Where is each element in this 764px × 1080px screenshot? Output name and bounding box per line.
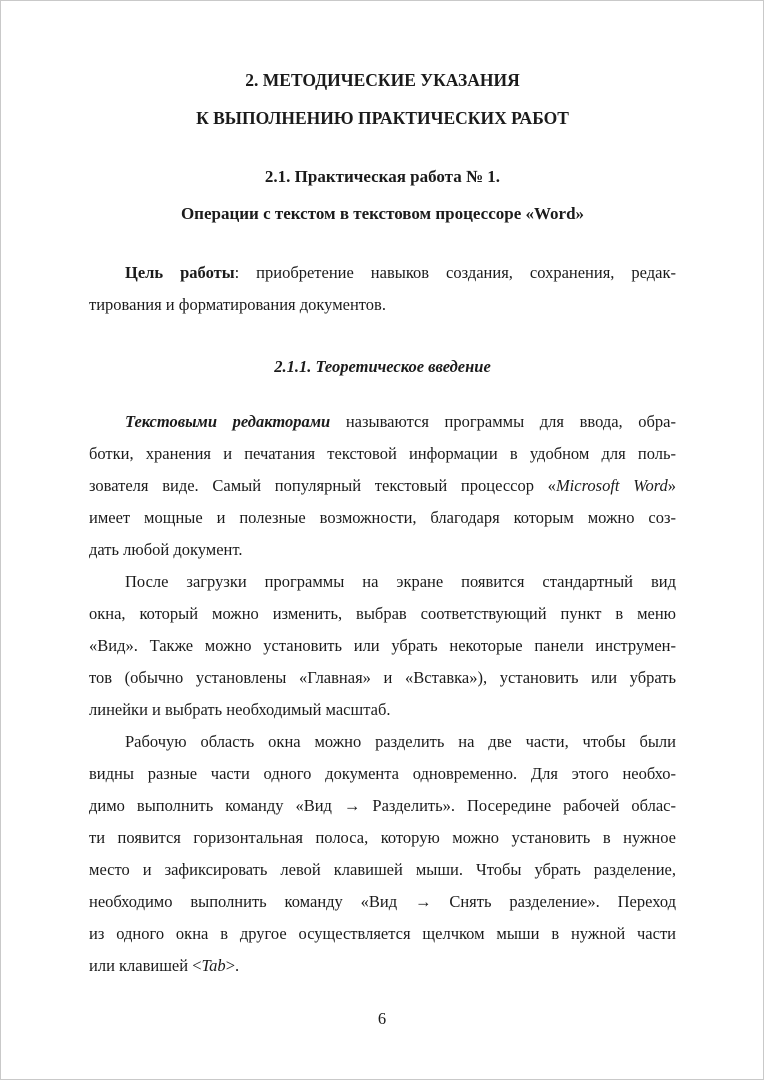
- paragraph-text-editors: [89, 406, 676, 566]
- text-line: После загрузки программы на экране появится стандартный вид: [125, 572, 676, 591]
- text-span: или клавишей <: [89, 956, 202, 975]
- text-span: »: [667, 476, 676, 495]
- text-line: из одного окна в другое осуществляется щелчком мыши в нужной части: [89, 924, 676, 943]
- goal-lead-text: Цель работы: [125, 263, 235, 282]
- text-line: тирования и форматирования документов.: [89, 295, 386, 314]
- product-name-text: Microsoft Word: [555, 476, 668, 495]
- work-heading-line-2: Операции с текстом в текстовом процессоре «Word»: [180, 204, 585, 223]
- text-line: димо выполнить команду «Вид → Разделить». Посередине рабочей облас-: [89, 796, 676, 815]
- paragraph-goal: [89, 257, 676, 321]
- subsection-heading: 2.1.1. Теоретическое введение: [274, 357, 491, 376]
- text-line: [89, 950, 676, 982]
- text-line: [89, 470, 676, 502]
- text-span: >.: [225, 956, 240, 975]
- page-number: 6: [377, 1009, 387, 1028]
- chapter-heading-line-2: К ВЫПОЛНЕНИЮ ПРАКТИЧЕСКИХ РАБОТ: [196, 108, 569, 128]
- key-name-text: Tab: [201, 956, 226, 975]
- text-span: зователя виде. Самый популярный текстовый процессор «: [89, 476, 556, 495]
- text-line: место и зафиксировать левой клавишей мыши. Чтобы убрать разделение,: [89, 860, 676, 879]
- chapter-heading: [89, 61, 676, 137]
- work-heading-line-1: 2.1. Практическая работа № 1.: [264, 167, 501, 186]
- text-line: видны разные части одного документа одновременно. Для этого необхо-: [89, 764, 676, 783]
- page-content: [1, 1, 763, 982]
- text-line: [89, 257, 676, 289]
- text-line: окна, который можно изменить, выбрав соответствующий пункт в меню: [89, 604, 676, 623]
- text-line: тов (обычно установлены «Главная» и «Вставка»), установить или убрать: [89, 668, 676, 687]
- editors-lead-text: Текстовыми редакторами: [125, 412, 331, 431]
- text-line: ботки, хранения и печатания текстовой информации в удобном для поль-: [89, 444, 676, 463]
- work-heading: [89, 158, 676, 232]
- text-line: Рабочую область окна можно разделить на две части, чтобы были: [125, 732, 676, 751]
- text-span: называются программы для ввода, обра-: [330, 412, 677, 431]
- text-line: «Вид». Также можно установить или убрать некоторые панели инструмен-: [89, 636, 676, 655]
- text-span: : приобретение навыков создания, сохранения, редак-: [234, 263, 676, 282]
- paragraph-view-menu: [89, 566, 676, 726]
- text-line: необходимо выполнить команду «Вид → Снять разделение». Переход: [89, 892, 676, 911]
- text-line: ти появится горизонтальная полоса, которую можно установить в нужное: [89, 828, 676, 847]
- text-line: имеет мощные и полезные возможности, благодаря которым можно соз-: [89, 508, 676, 527]
- chapter-heading-line-1: 2. МЕТОДИЧЕСКИЕ УКАЗАНИЯ: [245, 70, 520, 90]
- text-line: [89, 406, 676, 438]
- paragraph-split-window: [89, 726, 676, 982]
- text-line: линейки и выбрать необходимый масштаб.: [89, 700, 391, 719]
- text-line: дать любой документ.: [89, 540, 243, 559]
